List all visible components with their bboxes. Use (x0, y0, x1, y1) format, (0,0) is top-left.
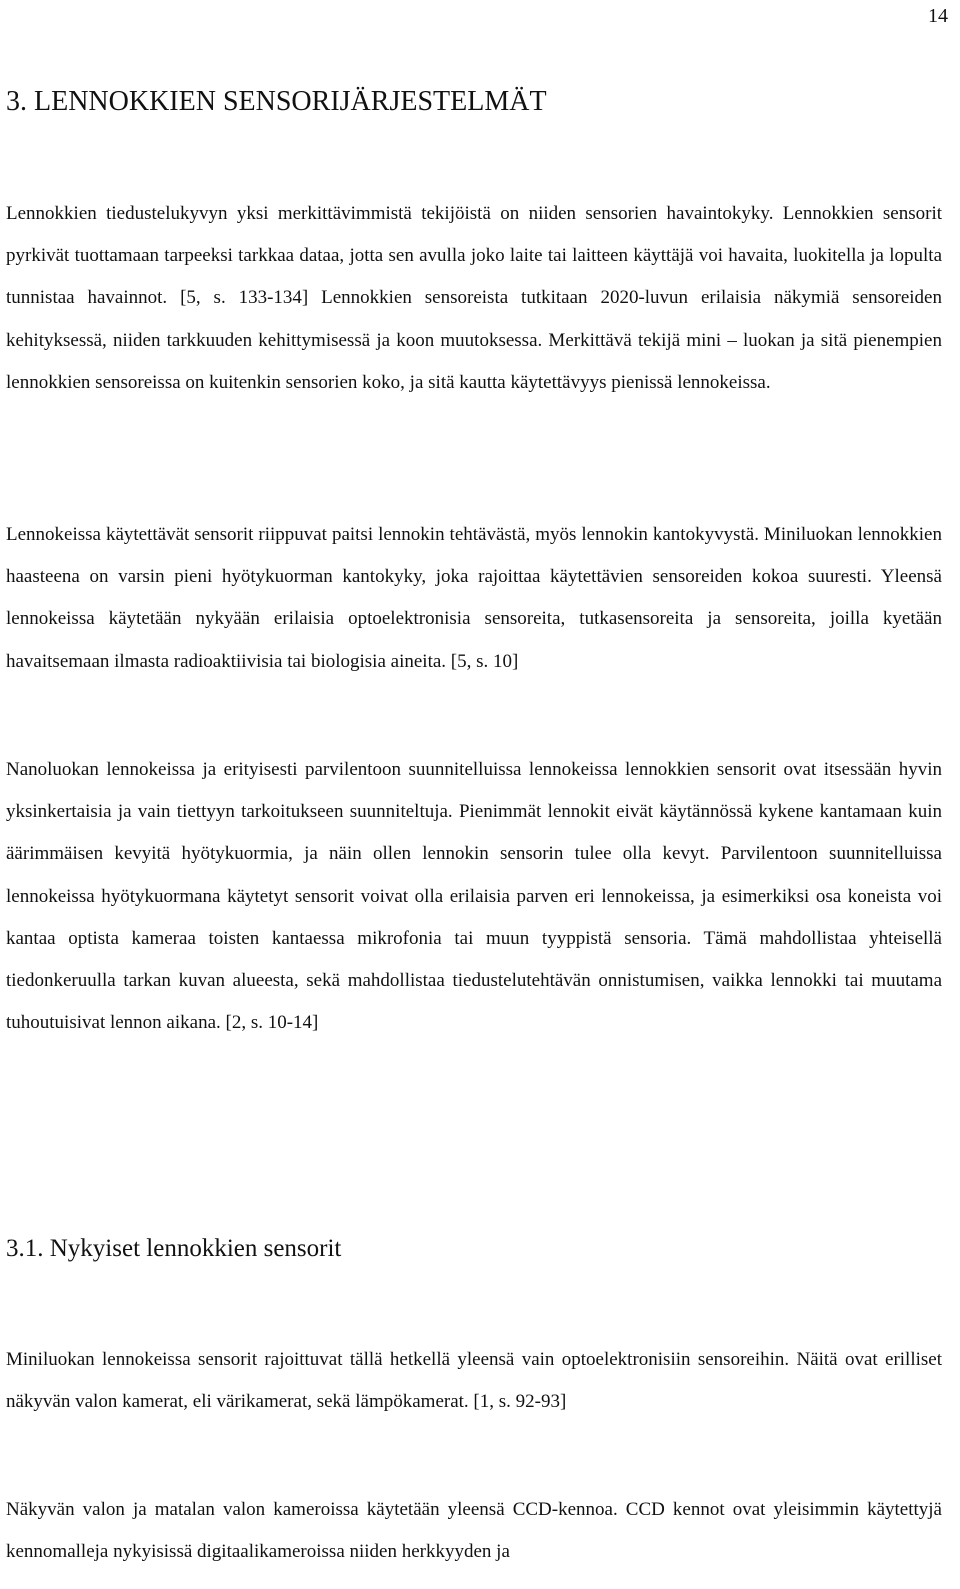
paragraph-mini-class-sensors: Miniluokan lennokeissa sensorit rajoittuvat tällä hetkellä yleensä vain optoelektronisiin sensoreihin. Näitä ovat erilliset näkyvän valon kamerat, eli värikamerat, sekä lämpökamerat. [1, s. 92-93] (6, 1349, 942, 1413)
paragraph-ccd-sensors: Näkyvän valon ja matalan valon kameroissa käytetään yleensä CCD-kennoa. CCD kennot ovat yleisimmin käytettyjä kennomalleja nykyisissä digitaalikameroissa niiden herkkyyden ja (6, 1499, 942, 1563)
paragraph-payload-capacity: Lennokeissa käytettävät sensorit riippuvat paitsi lennokin tehtävästä, myös lennokin kantokyvystä. Miniluokan lennokkien haasteena on varsin pieni hyötykuorman kantokyky, joka rajoittaa käytettävien sensoreiden kokoa suuresti. Yleensä lennokeissa käytetään nykyään erilaisia optoelektronisia sensoreita, tutkasensoreita ja sensoreita, joilla kyetään havaitsemaan ilmasta radioaktiivisia tai biologisia aineita. [5, s. 10] (6, 524, 942, 672)
page-number: 14 (928, 5, 948, 27)
section-title: 3.1. Nykyiset lennokkien sensorit (6, 1235, 342, 1262)
paragraph-sensor-capability: Lennokkien tiedustelukyvyn yksi merkittävimmistä tekijöistä on niiden sensorien havaintokyky. Lennokkien sensorit pyrkivät tuottamaan tarpeeksi tarkkaa dataa, jotta sen avulla joko laite tai laitteen käyttäjä voi havaita, luokitella ja lopulta tunnistaa havainnot. [5, s. 133-134] Lennokkien sensoreista tutkitaan 2020-luvun erilaisia näkymiä sensoreiden kehityksessä, niiden tarkkuuden kehittymisessä ja koon muutoksessa. Merkittävä tekijä mini – luokan ja sitä pienempien lennokkien sensoreissa on kuitenkin sensorien koko, ja sitä kautta käytettävyys pienissä lennokeissa. (6, 203, 942, 393)
paragraph-nano-swarm-sensors: Nanoluokan lennokeissa ja erityisesti parvilentoon suunnitelluissa lennokeissa lennokkien sensorit ovat itsessään hyvin yksinkertaisia ja vain tiettyyn tarkoitukseen suunniteltuja. Pienimmät lennokit eivät käytännössä kykene kantamaan kuin äärimmäisen kevyitä hyötykuormia, ja näin ollen lennokin sensorin tulee olla kevyt. Parvilentoon suunnitelluissa lennokeissa hyötykuormana käytetyt sensorit voivat olla erilaisia parven eri lennokeissa, ja esimerkiksi osa koneista voi kantaa optista kameraa toisten kantaessa mikrofonia tai muun tyyppistä sensoria. Tämä mahdollistaa yhteisellä tiedonkeruulla tarkan kuvan alueesta, sekä mahdollistaa tiedustelutehtävän onnistumisen, vaikka lennokki tai muutama tuhoutuisivat lennon aikana. [2, s. 10-14] (6, 759, 942, 1034)
chapter-title: 3. LENNOKKIEN SENSORIJÄRJESTELMÄT (6, 86, 547, 117)
